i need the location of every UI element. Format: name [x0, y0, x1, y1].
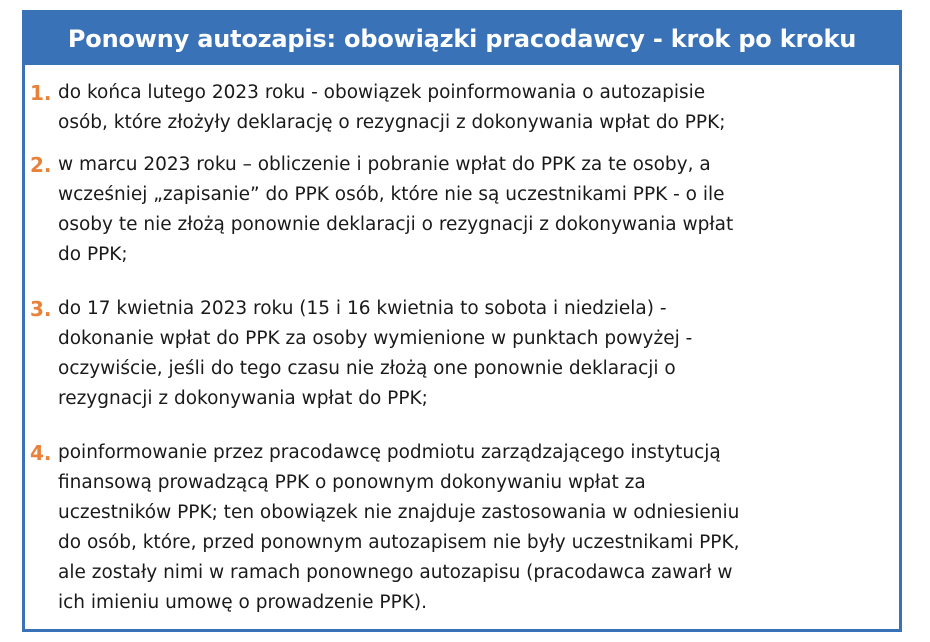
steps-list: [25, 65, 899, 629]
step-number: 1.: [30, 81, 52, 105]
step-text-line: ale zostały nimi w ramach ponownego autozapisu (pracodawca zawarł w: [58, 562, 733, 583]
step-text: [58, 294, 893, 414]
card-header: [25, 13, 899, 65]
step-text-line: osoby te nie złożą ponownie deklaracji o rezygnacji z dokonywania wpłat: [58, 214, 734, 235]
step-text-line: rezygnacji z dokonywania wpłat do PPK;: [58, 388, 428, 409]
step-text-line: do PPK;: [58, 244, 128, 265]
card-title: Ponowny autozapis: obowiązki pracodawcy - krok po kroku: [67, 25, 857, 53]
step-text-line: do osób, które, przed ponownym autozapisem nie były uczestnikami PPK,: [58, 532, 740, 553]
step-number: 4.: [30, 441, 52, 465]
step-text-line: poinformowanie przez pracodawcę podmiotu zarządzającego instytucją: [58, 442, 721, 463]
step-text: [58, 150, 893, 270]
step-text-line: dokonanie wpłat do PPK za osoby wymienione w punktach powyżej -: [58, 328, 693, 349]
step-text-line: oczywiście, jeśli do tego czasu nie złożą one ponownie deklaracji o: [58, 358, 676, 379]
step-number: 2.: [30, 153, 52, 177]
step-text-line: do 17 kwietnia 2023 roku (15 i 16 kwietnia to sobota i niedziela) -: [58, 298, 667, 319]
step-text-line: osób, które złożyły deklarację o rezygnacji z dokonywania wpłat do PPK;: [58, 112, 726, 133]
step-number: 3.: [30, 297, 52, 321]
step-text-line: w marcu 2023 roku – obliczenie i pobranie wpłat do PPK za te osoby, a: [58, 154, 711, 175]
step-text-line: finansową prowadzącą PPK o ponownym dokonywaniu wpłat za: [58, 472, 646, 493]
step-text-line: uczestników PPK; ten obowiązek nie znajduje zastosowania w odniesieniu: [58, 502, 740, 523]
step-text-line: ich imieniu umowę o prowadzenie PPK).: [58, 592, 427, 613]
step-text: [58, 438, 893, 618]
info-card: [22, 10, 902, 632]
step-text: [58, 78, 893, 138]
step-text-line: wcześniej „zapisanie” do PPK osób, które nie są uczestnikami PPK - o ile: [58, 184, 725, 205]
step-text-line: do końca lutego 2023 roku - obowiązek poinformowania o autozapisie: [58, 82, 706, 103]
